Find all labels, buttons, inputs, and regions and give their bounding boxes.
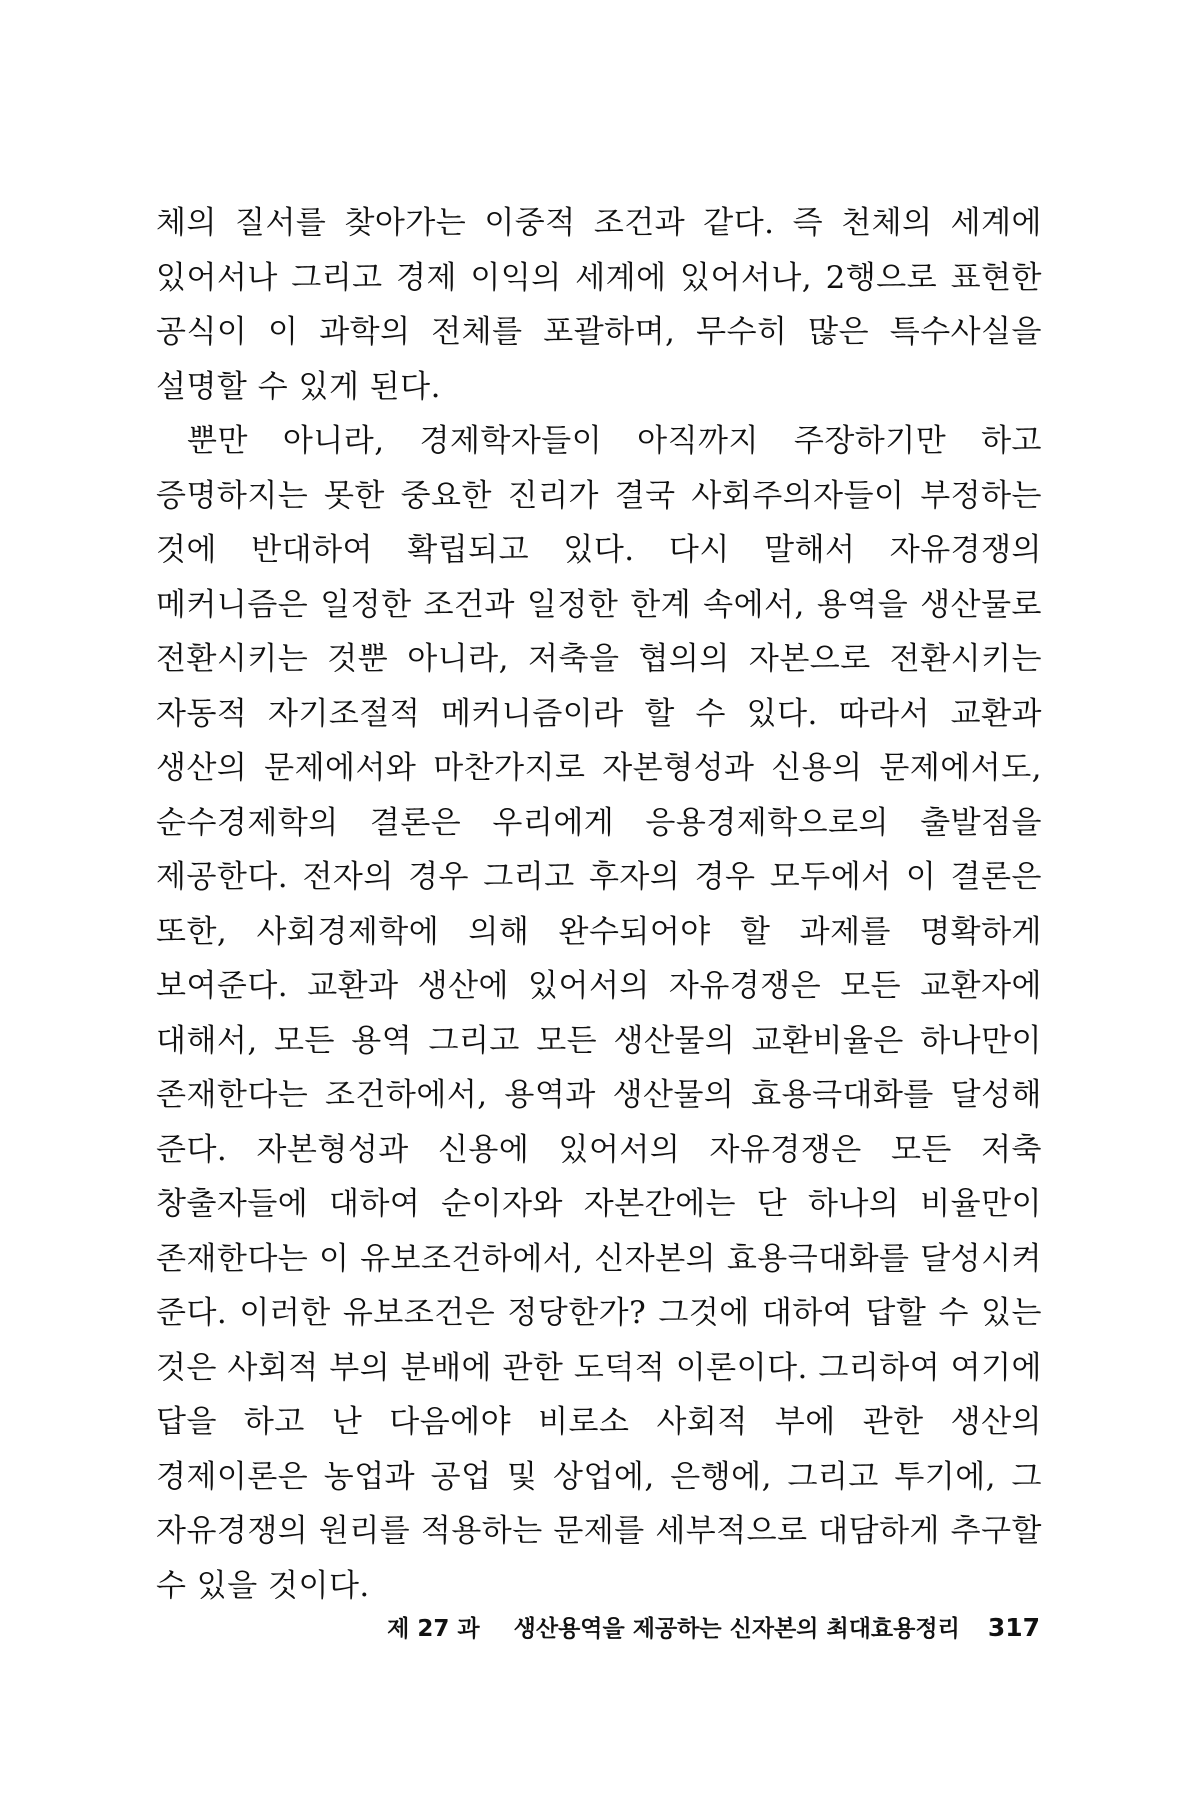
paragraph-continuation: 체의 질서를 찾아가는 이중적 조건과 같다. 즉 천체의 세계에 있어서나 그리고 경제 이익의 세계에 있어서나, 2행으로 표현한 공식이 이 과학의 전체를 포괄하며, 무수히 많은 특수사실을 설명할 수 있게 된다.: [156, 205, 1042, 405]
body-text: [156, 196, 1042, 1613]
chapter-title: 생산용역을 제공하는 신자본의 최대효용정리: [513, 1616, 960, 1642]
running-footer: [387, 1610, 1040, 1643]
page-number: 317: [987, 1613, 1040, 1642]
chapter-label: 제 27 과: [387, 1616, 480, 1642]
paragraph-main: 뿐만 아니라, 경제학자들이 아직까지 주장하기만 하고 증명하지는 못한 중요한 진리가 결국 사회주의자들이 부정하는 것에 반대하여 확립되고 있다. 다시 말해서 자유경쟁의 메커니즘은 일정한 조건과 일정한 한계 속에서, 용역을 생산물로 전환시키는 것뿐 아니라, 저축을 협의의 자본으로 전환시키는 자동적 자기조절적 메커니즘이라 할 수 있다. 따라서 교환과 생산의 문제에서와 마찬가지로 자본형성과 신용의 문제에서도, 순수경제학의 결론은 우리에게 응용경제학으로의 출발점을 제공한다. 전자의 경우 그리고 후자의 경우 모두에서 이 결론은 또한, 사회경제학에 의해 완수되어야 할 과제를 명확하게 보여준다. 교환과 생산에 있어서의 자유경쟁은 모든 교환자에 대해서, 모든 용역 그리고 모든 생산물의 교환비율은 하나만이 존재한다는 조건하에서, 용역과 생산물의 효용극대화를 달성해 준다. 자본형성과 신용에 있어서의 자유경쟁은 모든 저축 창출자들에 대하여 순이자와 자본간에는 단 하나의 비율만이 존재한다는 이 유보조건하에서, 신자본의 효용극대화를 달성시켜 준다. 이러한 유보조건은 정당한가? 그것에 대하여 답할 수 있는 것은 사회적 부의 분배에 관한 도덕적 이론이다. 그리하여 여기에 답을 하고 난 다음에야 비로소 사회적 부에 관한 생산의 경제이론은 농업과 공업 및 상업에, 은행에, 그리고 투기에, 그 자유경쟁의 원리를 적용하는 문제를 세부적으로 대담하게 추구할 수 있을 것이다.: [156, 423, 1042, 1604]
